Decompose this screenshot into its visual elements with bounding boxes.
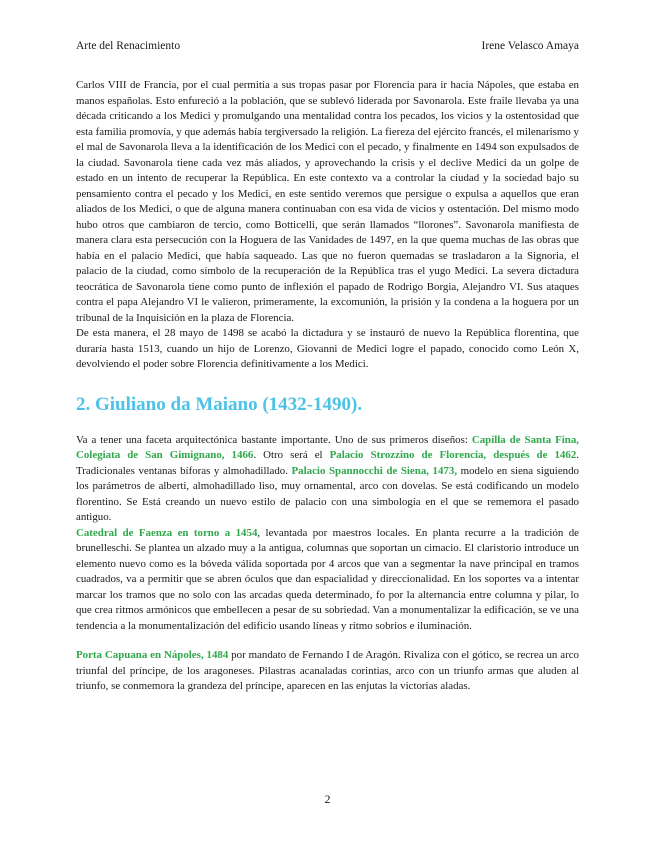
paragraph-maiano-intro	[76, 433, 579, 526]
page-body	[76, 78, 579, 695]
paragraph-porta-capuana	[76, 648, 579, 695]
highlight-capilla-santa-fina: Capilla de Santa Fina, Colegiata de San Gimignano, 1466	[76, 433, 580, 461]
highlight-catedral-faenza: Catedral de Faenza en torno a 1454	[76, 526, 258, 539]
page-footer	[0, 792, 655, 807]
intro-text-1: Va a tener una faceta arquitectónica bastante importante. Uno de sus primeros diseños:	[76, 433, 472, 446]
paragraph-republica: De esta manera, el 28 mayo de 1498 se acabó la dictadura y se instauró de nuevo la República florentina, que duraría hasta 1513, cuando un hijo de Lorenzo, Giovanni de Medici logre el papado, conocido como León X, devolviendo el poder sobre Florencia definitivamente a los Medici.	[76, 327, 579, 370]
intro-text-3: . Tradicionales ventanas bíforas y almohadillado.	[76, 449, 580, 477]
intro-text-2: . Otro será el	[253, 449, 330, 461]
header-course-title: Arte del Renacimiento	[76, 40, 181, 52]
paragraph-spacer	[76, 634, 579, 648]
paragraph-faenza	[76, 526, 579, 635]
highlight-palacio-strozzino: Palacio Strozzino de Florencia, después de 1462	[329, 449, 577, 461]
intro-text-4: modelo en siena siguiendo los parámetros de alberti, almohadillado liso, muy ornamental, arco con dovelas. Se está codificando un modelo florentino. Se Está creando un nuevo estilo de palacio con una simbología en el que se rememora el pasado antiguo.	[76, 464, 579, 523]
paragraph-savonarola: Carlos VIII de Francia, por el cual permitía a sus tropas pasar por Florencia para ir hacia Nápoles, que estaba en manos españolas. Esto enfureció a la población, que se sublevó liderada por Savonarola. Este fraile llevaba ya una década criticando a los Medici y promulgando una mentalidad contra los pecados, los vicios y la ostentosidad que esta familia promovía, y que además había tergiversado la religión. La fiereza del ejército francés, el milenarismo y el mal de Savonarola lleva a la identificación de los Medici con el pecado, y finalmente en 1494 son expulsados de la ciudad. Savonarola tiene cada vez más aliados, y aprovechando la crisis y el declive Medici da un golpe de estado en un intento de recuperar la República. En este contexto va a controlar la ciudad y la sociedad bajo su pensamiento contra el pecado y los Medici, en este sentido veremos que persigue o expulsa a aquellos que eran aliados de los Medici, o que de alguna manera continuaban con esa vida de vicios y ostentación. Del mismo modo hubo otros que cambiaron de tercio, como Botticelli, que serán llamados “llorones”. Savonarola manifiesta de manera clara esta persecución con la Hoguera de las Vanidades de 1497, en la que quema muchas de las obras que había en el palacio Medici, que había saqueado. Las que no fueron quemadas se trasladaron a la Signoria, el palacio de la ciudad, como símbolo de la recuperación de la República tras el yugo Medici. La severa dictadura teocrática de Savonarola tiene como punto de inflexión el papado de Rodrigo Borgia, Alejandro VI. Sus ataques contra el papa Alejandro VI le valieron, primeramente, la excomunión, la prisión y la condena a la hoguera por un tribunal de la Inquisición en la plaza de Florencia.	[76, 79, 579, 324]
section-heading: 2. Giuliano da Maiano (1432-1490).	[76, 393, 363, 415]
page-number: 2	[324, 792, 331, 806]
header-author: Irene Velasco Amaya	[481, 40, 579, 52]
highlight-palacio-spannocchi: Palacio Spannocchi de Siena, 1473,	[291, 464, 458, 477]
highlight-porta-capuana: Porta Capuana en Nápoles, 1484	[76, 649, 229, 661]
faenza-text: , levantada por maestros locales. En planta recurre a la tradición de brunelleschi. Se plantea un alzado muy a la antigua, columnas que soportan un cimacio. El claristorio introduce un elemento nuevo como es la bóveda válida soportada por 4 arcos que van a segmentar la nave principal en tramos cuadrados, va a permitir que se abren óculos que dan espacialidad y direccionalidad. En los soportes va a intentar marcar los tramos que no solo con las arcadas queda determinado, fo por la alternancia entre columna y pilar, lo que crea ritmos armónicos que embellecen a pesar de su sobriedad. Van a monumentalizar la edificación, se ve una tendencia a la monumentalización del edificio usando líneas y ritmo sobrios e iluminación.	[76, 526, 579, 632]
porta-capuana-text: por mandato de Fernando I de Aragón. Rivaliza con el gótico, se recrea un arco triunfal del príncipe, de los aragoneses. Pilastras acanaladas corintias, arco con un triunfo armas que aluden al triunfo, se conmemora la grandeza del príncipe, aparecen en las enjutas la victorias aladas.	[76, 649, 579, 692]
page-header	[76, 40, 579, 52]
